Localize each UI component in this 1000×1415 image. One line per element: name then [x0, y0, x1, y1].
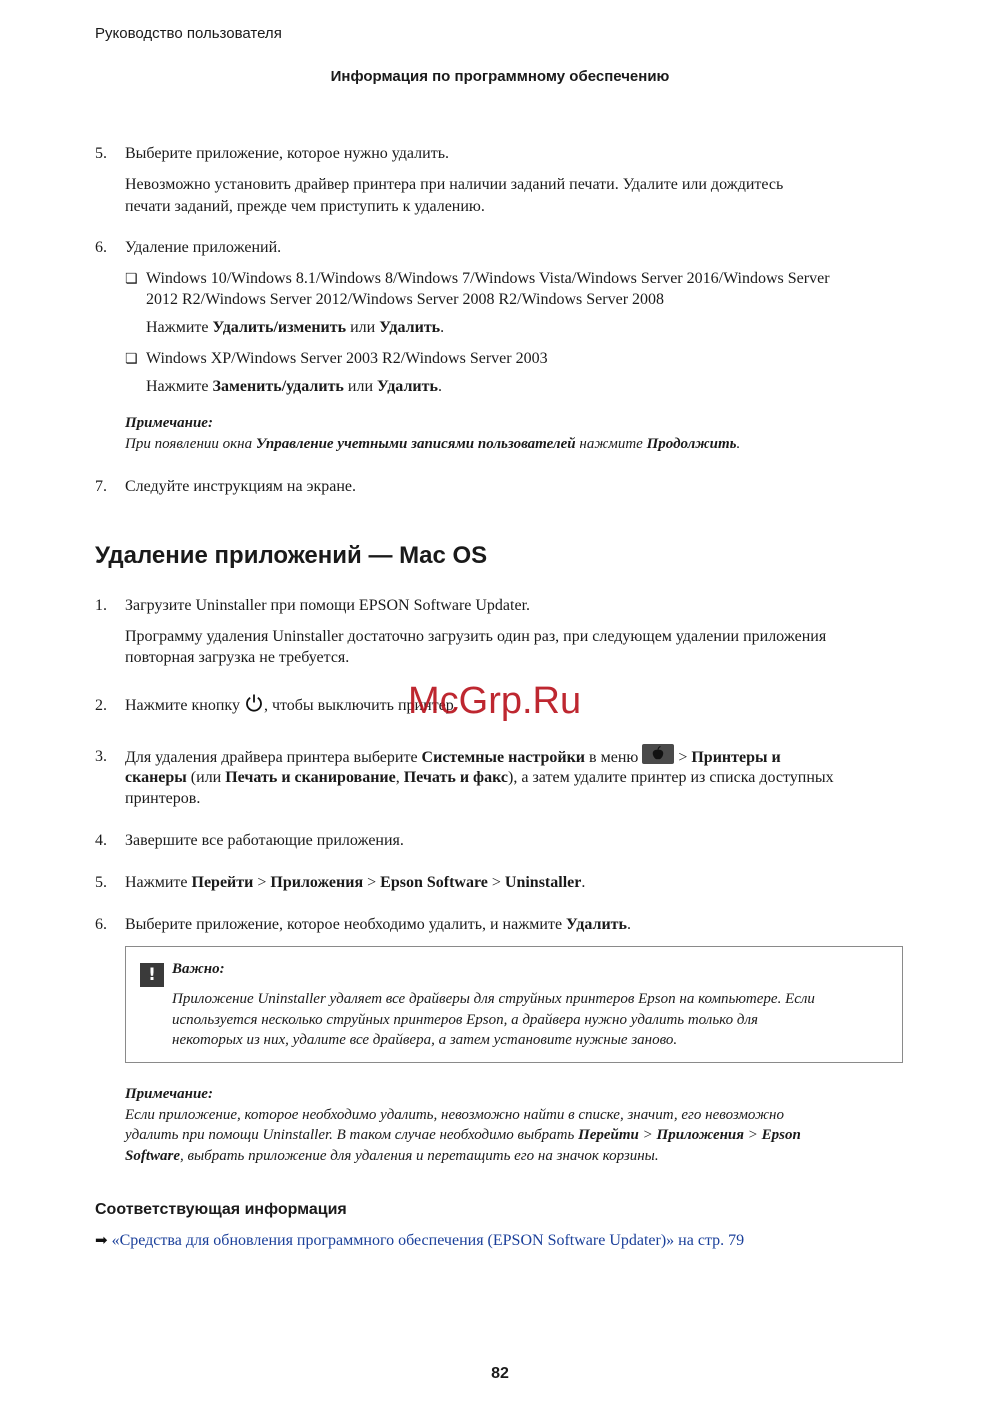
note-text: При появлении окна Управление учетными записями пользователей нажмите Продолжить.	[125, 436, 741, 452]
note-text: удалить при помощи Uninstaller. В таком случае необходимо выбрать Перейти > Приложения > Epson	[125, 1127, 801, 1143]
step-number: 3.	[95, 748, 107, 765]
step-text: Выберите приложение, которое необходимо удалить, и нажмите Удалить.	[125, 916, 631, 933]
apple-menu-icon	[642, 744, 674, 764]
step-text: Нажмите Перейти > Приложения > Epson Software > Uninstaller.	[125, 874, 586, 891]
note-text: Если приложение, которое необходимо удалить, невозможно найти в списке, значит, его невозможно	[125, 1107, 784, 1123]
step-text: Для удаления драйвера принтера выберите Системные настройки в меню > Принтеры и	[125, 744, 781, 767]
step-number: 5.	[95, 874, 107, 891]
power-icon	[244, 693, 264, 713]
step-paragraph: повторная загрузка не требуется.	[125, 649, 350, 666]
step-number: 6.	[95, 239, 107, 256]
step-number: 7.	[95, 478, 107, 495]
section-heading: Удаление приложений — Mac OS	[95, 542, 488, 569]
arrow-right-icon: ➡	[95, 1231, 108, 1249]
bullet-instruction: Нажмите Удалить/изменить или Удалить.	[146, 319, 445, 336]
warning-icon: !	[140, 963, 164, 987]
step-text: Выберите приложение, которое нужно удалить.	[125, 145, 449, 162]
bullet-text: 2012 R2/Windows Server 2012/Windows Server 2008 R2/Windows Server 2008	[146, 291, 665, 308]
bullet-text: Windows XP/Windows Server 2003 R2/Windows Server 2003	[146, 350, 548, 367]
bullet-text: Windows 10/Windows 8.1/Windows 8/Windows 7/Windows Vista/Windows Server 2016/Windows Server	[146, 270, 830, 287]
step-text: Загрузите Uninstaller при помощи EPSON Software Updater.	[125, 597, 531, 614]
note-text: Software, выбрать приложение для удаления и перетащить его на значок корзины.	[125, 1148, 659, 1164]
related-info-heading: Соответствующая информация	[95, 1201, 347, 1218]
step-number: 4.	[95, 832, 107, 849]
step-text: Нажмите кнопку , чтобы выключить принтер.	[125, 693, 458, 715]
header-section-title: Информация по программному обеспечению	[330, 68, 670, 85]
step-text: принтеров.	[125, 790, 201, 807]
bullet-instruction: Нажмите Заменить/удалить или Удалить.	[146, 378, 442, 395]
note-heading: Примечание:	[125, 415, 213, 431]
step-paragraph: печати заданий, прежде чем приступить к удалению.	[125, 198, 485, 215]
checkbox-bullet-icon: ❏	[125, 351, 138, 367]
related-link-text[interactable]: «Средства для обновления программного обеспечения (EPSON Software Updater)» на стр. 79	[111, 1232, 745, 1249]
important-text: некоторых из них, удалите все драйвера, а затем установите нужные заново.	[172, 1032, 678, 1048]
page-number: 82	[491, 1365, 509, 1382]
step-text: сканеры (или Печать и сканирование, Печать и факс), а затем удалите принтер из списка доступных	[125, 769, 834, 786]
step-text: Удаление приложений.	[125, 239, 282, 256]
step-paragraph: Программу удаления Uninstaller достаточно загрузить один раз, при следующем удалении приложения	[125, 628, 827, 645]
checkbox-bullet-icon: ❏	[125, 271, 138, 287]
watermark: McGrp.Ru	[408, 680, 582, 722]
related-link[interactable]	[95, 1231, 744, 1250]
important-text: используется несколько струйных принтеров Epson, а драйвера нужно удалить только для	[172, 1012, 758, 1028]
important-text: Приложение Uninstaller удаляет все драйверы для струйных принтеров Epson на компьютере. Если	[172, 991, 815, 1007]
header-doc-title: Руководство пользователя	[95, 25, 282, 42]
step-text: Следуйте инструкциям на экране.	[125, 478, 356, 495]
step-number: 5.	[95, 145, 107, 162]
step-number: 2.	[95, 697, 107, 714]
step-number: 1.	[95, 597, 107, 614]
note-heading: Примечание:	[125, 1086, 213, 1102]
step-paragraph: Невозможно установить драйвер принтера при наличии заданий печати. Удалите или дождитесь	[125, 176, 784, 193]
step-text: Завершите все работающие приложения.	[125, 832, 404, 849]
step-number: 6.	[95, 916, 107, 933]
important-heading: Важно:	[172, 961, 225, 977]
